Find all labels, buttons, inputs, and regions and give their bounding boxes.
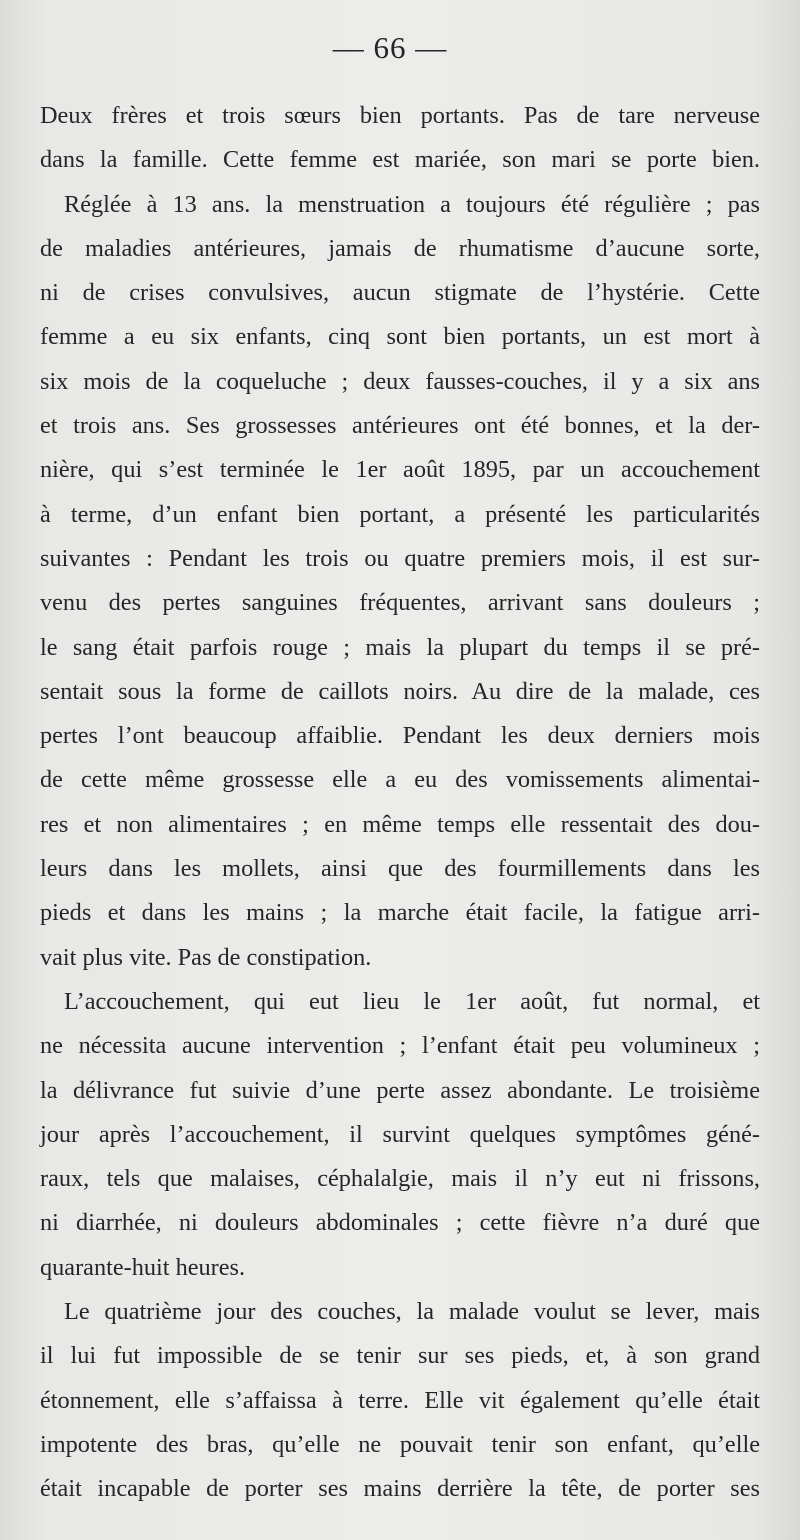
text-line: était incapable de porter ses mains derrière la tête, de porter ses: [40, 1475, 760, 1503]
text-line: ni de crises convulsives, aucun stigmate de l’hystérie. Cette: [40, 279, 760, 307]
text-line: ni diarrhée, ni douleurs abdominales ; cette fièvre n’a duré que: [40, 1209, 760, 1237]
text-line: à terme, d’un enfant bien portant, a présenté les particularités: [40, 500, 760, 528]
text-line: impotente des bras, qu’elle ne pouvait tenir son enfant, qu’elle: [40, 1430, 760, 1458]
text-line: suivantes : Pendant les trois ou quatre premiers mois, il est sur-: [40, 544, 760, 572]
text-line: Réglée à 13 ans. la menstruation a toujours été régulière ; pas: [64, 190, 760, 218]
text-line: leurs dans les mollets, ainsi que des fourmillements dans les: [40, 855, 760, 883]
text-line: dans la famille. Cette femme est mariée, son mari se porte bien.: [40, 146, 760, 174]
text-line: de maladies antérieures, jamais de rhumatisme d’aucune sorte,: [40, 234, 760, 262]
text-line: Deux frères et trois sœurs bien portants. Pas de tare nerveuse: [40, 102, 760, 129]
text-line: venu des pertes sanguines fréquentes, arrivant sans douleurs ;: [40, 589, 760, 617]
text-line: étonnement, elle s’affaissa à terre. Elle vit également qu’elle était: [40, 1386, 760, 1414]
paragraph-medical-history: [40, 183, 760, 980]
text-line: jour après l’accouchement, il survint quelques symptômes géné-: [40, 1120, 760, 1148]
text-line: et trois ans. Ses grossesses antérieures ont été bonnes, et la der-: [40, 412, 760, 440]
body-text: [40, 94, 760, 1512]
text-line: L’accouchement, qui eut lieu le 1er août, fut normal, et: [64, 987, 760, 1015]
text-line: il lui fut impossible de se tenir sur ses pieds, et, à son grand: [40, 1342, 760, 1370]
text-line: raux, tels que malaises, céphalalgie, mais il n’y eut ni frissons,: [40, 1165, 760, 1193]
text-line: sentait sous la forme de caillots noirs. Au dire de la malade, ces: [40, 677, 760, 705]
text-line: de cette même grossesse elle a eu des vomissements alimentai-: [40, 766, 760, 794]
text-line: ne nécessita aucune intervention ; l’enfant était peu volumineux ;: [40, 1032, 760, 1060]
text-line: pertes l’ont beaucoup affaiblie. Pendant les deux derniers mois: [40, 722, 760, 750]
page-number: — 66 —: [332, 30, 448, 65]
text-line: quarante-huit heures.: [40, 1253, 246, 1281]
text-line: pieds et dans les mains ; la marche était facile, la fatigue arri-: [40, 899, 760, 927]
text-line: six mois de la coqueluche ; deux fausses-couches, il y a six ans: [40, 367, 760, 395]
text-line: femme a eu six enfants, cinq sont bien portants, un est mort à: [40, 323, 760, 351]
text-line: nière, qui s’est terminée le 1er août 1895, par un accouchement: [40, 456, 760, 484]
text-line: res et non alimentaires ; en même temps elle ressentait des dou-: [40, 810, 760, 838]
paragraph-delivery: [40, 980, 760, 1290]
text-line: vait plus vite. Pas de constipation.: [40, 943, 372, 971]
text-line: Le quatrième jour des couches, la malade voulut se lever, mais: [64, 1298, 760, 1326]
paragraph-family-history: [40, 94, 760, 183]
text-line: la délivrance fut suivie d’une perte assez abondante. Le troisième: [40, 1076, 760, 1104]
paragraph-fourth-day: [40, 1290, 760, 1511]
text-line: le sang était parfois rouge ; mais la plupart du temps il se pré-: [40, 633, 760, 661]
